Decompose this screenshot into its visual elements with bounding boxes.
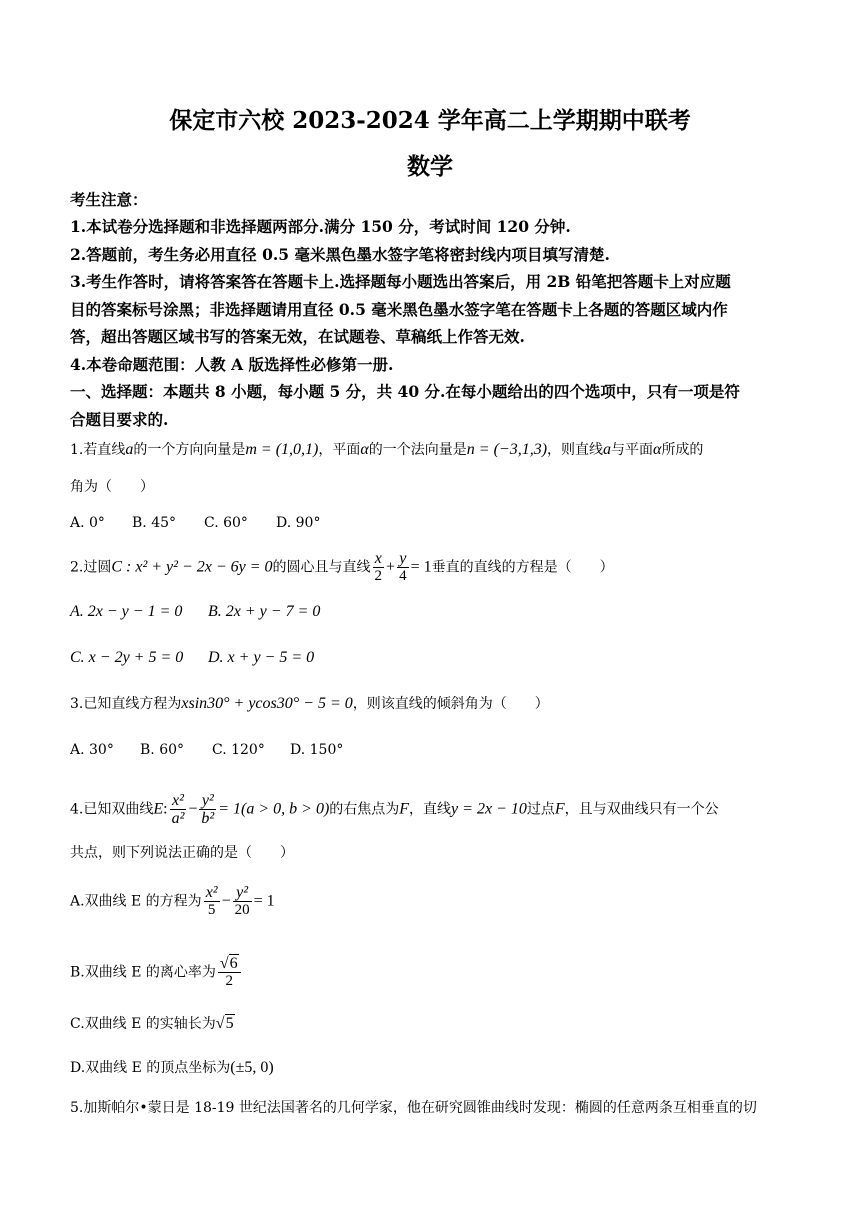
option-c: C. 60°: [204, 515, 248, 531]
question-4: 4.已知双曲线E: $\frac{\text{x²}}{\text{a²}}$ − $\frac{\text{y²}}{\text{b²}}$ = 1(a > 0, b > 0)的右焦点为F，直线y = 2x − 10过点F，且与双曲线只有一个公: [70, 792, 719, 827]
question-2-options-row-1: [70, 602, 320, 622]
question-4-option-d: D.双曲线 E 的顶点坐标为(±5, 0): [70, 1059, 274, 1076]
question-3: 3.已知直线方程为xsin30° + ycos30° − 5 = 0，则该直线的倾斜角为（ ）: [70, 695, 549, 712]
question-1-cont: 角为（ ）: [70, 479, 154, 495]
option-d: D. 150°: [290, 742, 344, 758]
line-equation: xsin30° + ycos30° − 5 = 0: [181, 695, 353, 712]
question-3-options: [70, 740, 343, 760]
option-b: B. 2x + y − 7 = 0: [208, 603, 321, 620]
option-c: C. 120°: [212, 742, 265, 758]
circle-equation: C : x² + y² − 2x − 6y = 0: [111, 558, 273, 576]
notice-line: 4.本卷命题范围：人教 A 版选择性必修第一册.: [70, 355, 394, 374]
option-b: B. 60°: [140, 742, 185, 758]
notice-line: 答，超出答题区域书写的答案无效，在试题卷、草稿纸上作答无效.: [70, 327, 525, 346]
vector-n: n = (−3,1,3): [466, 441, 548, 458]
option-d: D. x + y − 5 = 0: [208, 649, 315, 666]
line-equation: y = 2x − 10: [451, 800, 527, 818]
option-a: A. 0°: [70, 515, 105, 531]
question-5: 5.加斯帕尔•蒙日是 18-19 世纪法国著名的几何学家，他在研究圆锥曲线时发现：椭圆的任意两条互相垂直的切: [70, 1100, 757, 1116]
question-2: 2.过圆C : x² + y² − 2x − 6y = 0的圆心且与直线 $\frac{x}{2}$ + $\frac{y}{4}$ = 1垂直的直线的方程是（ ）: [70, 550, 614, 584]
question-4-option-a: A.双曲线 E 的方程为 $\frac{\text{x²}}{5}$ − $\frac{\text{y²}}{20}$ = 1: [70, 884, 275, 918]
notice-line: 3.考生作答时，请将答案答在答题卡上.选择题每小题选出答案后，用 2B 铅笔把答题卡上对应题: [70, 272, 731, 291]
exam-title: 保定市六校 2023-2024 学年高二上学期期中联考: [169, 107, 691, 134]
section-heading: 一、选择题：本题共 8 小题，每小题 5 分，共 40 分.在每小题给出的四个选项中，只有一项是符: [70, 382, 740, 401]
notice-line: 2.答题前，考生务必用直径 0.5 毫米黑色墨水签字笔将密封线内项目填写清楚.: [70, 245, 610, 264]
vector-m: m = (1,0,1): [245, 441, 319, 458]
question-2-options-row-2: [70, 648, 314, 668]
notice-line: 1.本试卷分选择题和非选择题两部分.满分 150 分，考试时间 120 分钟.: [70, 217, 571, 236]
question-4-option-c: C.双曲线 E 的实轴长为√5: [70, 1015, 234, 1032]
question-4-cont: 共点，则下列说法正确的是（ ）: [70, 845, 294, 861]
option-d: D. 90°: [276, 515, 321, 531]
option-b: B. 45°: [132, 515, 177, 531]
question-4-option-b: B.双曲线 E 的离心率为 $\frac{√6}{2}$: [70, 955, 243, 990]
notice-line: 目的答案标号涂黑；非选择题请用直径 0.5 毫米黑色墨水签字笔在答题卡上各题的答题区域内作: [70, 300, 728, 319]
option-a: A. 2x − y − 1 = 0: [70, 603, 183, 620]
subject-title: 数学: [407, 153, 453, 180]
option-c: C. x − 2y + 5 = 0: [70, 649, 184, 666]
question-1-options: [70, 513, 320, 533]
notice-heading: 考生注意：: [70, 190, 148, 209]
section-heading-cont: 合题目要求的.: [70, 410, 169, 429]
option-a: A. 30°: [70, 742, 114, 758]
question-1: 1.若直线a的一个方向向量是m = (1,0,1)，平面α的一个法向量是n = (−3,1,3)，则直线a与平面α所成的: [70, 441, 704, 458]
